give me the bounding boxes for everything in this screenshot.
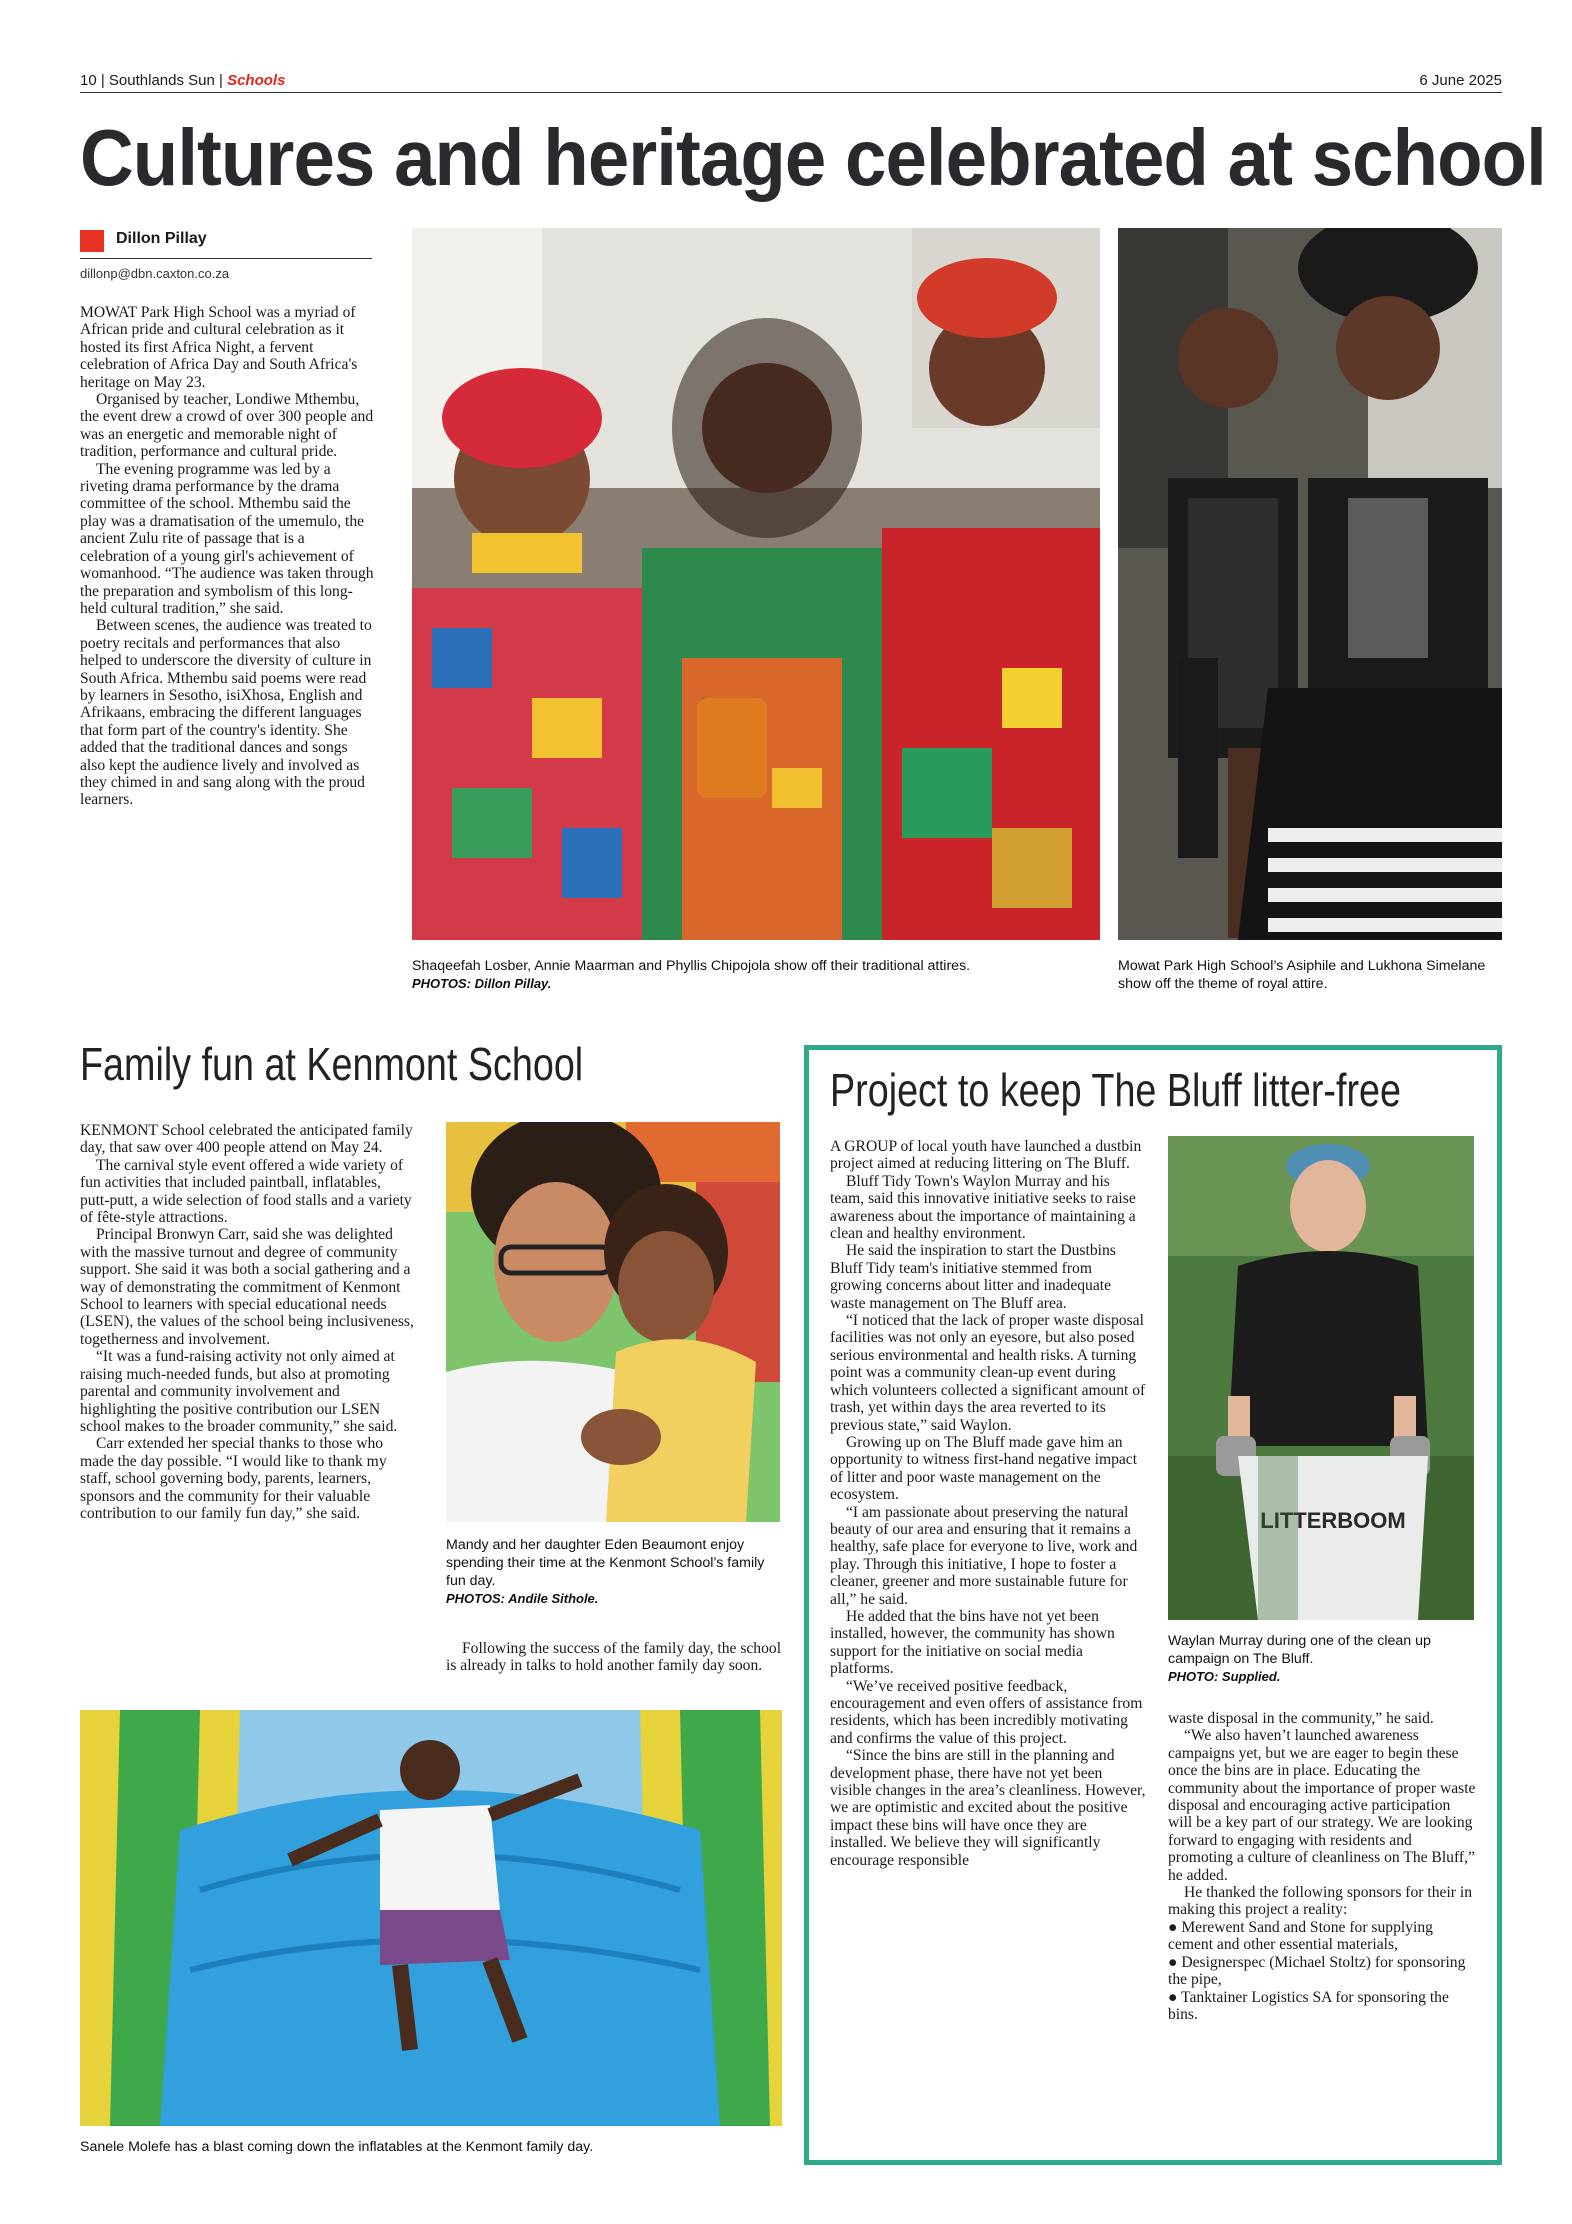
main-article-body <box>80 304 376 809</box>
kenmont-headline: Family fun at Kenmont School <box>80 1038 584 1090</box>
paragraph: waste disposal in the community,” he said. <box>1168 1710 1434 1727</box>
photo-two-girls <box>1118 228 1502 940</box>
photo-mother-daughter <box>446 1122 780 1522</box>
kenmont-column2-body <box>446 1640 782 1675</box>
inflatable-caption: Sanele Molefe has a blast coming down the inflatables at the Kenmont family day. <box>80 2139 594 2155</box>
photo-waylon-litter-bag <box>1168 1136 1474 1620</box>
photo1-caption <box>412 957 1112 993</box>
sponsor-item: ● Merewent Sand and Stone for supplying cement and other essential materials, <box>1168 1918 1433 1954</box>
byline-email: dillonp@dbn.caxton.co.za <box>80 266 230 281</box>
byline-name: Dillon Pillay <box>116 230 207 247</box>
caption-text: Mandy and her daughter Eden Beaumont enjoy spending their time at the Kenmont School’s family fun day. <box>446 1537 765 1589</box>
bag-lettering: LITTERBOOM <box>1260 1508 1406 1533</box>
sponsor-item: ● Tanktainer Logistics SA for sponsoring the bins. <box>1168 1988 1449 2023</box>
caption-text: Shaqeefah Losber, Annie Maarman and Phyllis Chipojola show off their traditional attires. <box>412 958 971 974</box>
paragraph: A GROUP of local youth have launched a dustbin project aimed at reducing littering on The Bluff. <box>830 1138 1142 1173</box>
paragraph: “I noticed that the lack of proper waste disposal facilities was not only an eyesore, but also posed serious environmental and health risks. A turning point was a community clean-up event during which volunteers collected a significant amount of trash, yet within days the area reverted to its previous state,” said Waylon. <box>830 1312 1146 1434</box>
paragraph: KENMONT School celebrated the anticipated family day, that saw over 400 people attend on May 24. <box>80 1122 413 1157</box>
header-rule <box>80 92 1502 93</box>
photo2-caption: Mowat Park High School’s Asiphile and Lukhona Simelane show off the theme of royal attire. <box>1118 958 1486 992</box>
paragraph: Between scenes, the audience was treated to poetry recitals and performances that also helped to underscore the diversity of culture in South Africa. Mthembu said poems were read by learners in Sesotho, isiXhosa, English and Afrikaans, embracing the different languages that form part of the country's identity. She added that the traditional dances and songs also kept the audience lively and involved as they chimed in and sang along with the proud learners. <box>80 617 372 809</box>
paragraph: Following the success of the family day, the school is already in talks to hold another family day soon. <box>446 1640 782 1675</box>
paragraph: The evening programme was led by a riveting drama performance by the drama committee of the school. Mthembu said the play was a dramatisation of the umemulo, the ancient Zulu rite of passage that is a celebration of a young girl's achievement of womanhood. “The audience was taken through the preparation and symbolism of this long-held cultural tradition,” she said. <box>80 460 374 617</box>
sponsor-list <box>1168 1919 1478 2023</box>
byline-rule <box>80 258 372 259</box>
paragraph: The carnival style event offered a wide variety of fun activities that included paintball, inflatables, putt-putt, a wide selection of food stalls and a variety of fête-style attractions. <box>80 1156 412 1227</box>
paragraph: “We’ve received positive feedback, encouragement and even offers of assistance from residents, which has been incredibly motivating and confirms the value of this project. <box>830 1677 1143 1747</box>
bluff-headline: Project to keep The Bluff litter-free <box>830 1064 1401 1116</box>
kenmont-article-body <box>80 1122 414 1522</box>
paragraph: Bluff Tidy Town's Waylon Murray and his team, said this innovative initiative seeks to raise awareness about the importance of maintaining a clean and healthy environment. <box>830 1172 1136 1243</box>
photo-credit: PHOTO: Supplied. <box>1168 1669 1281 1684</box>
photo-inflatable-slide <box>80 1710 782 2126</box>
byline-marker <box>80 230 104 252</box>
mandy-caption <box>446 1536 782 1608</box>
caption-text: Waylan Murray during one of the clean up campaign on The Bluff. <box>1168 1633 1431 1667</box>
waylon-caption <box>1168 1632 1478 1686</box>
paragraph: Carr extended her special thanks to those who made the day possible. “I would like to thank my staff, school governing body, parents, learners, sponsors and the community for their valuable contribution to our family fun day,” she said. <box>80 1435 387 1522</box>
paragraph: “Since the bins are still in the planning and development phase, there have not yet been visible changes in the area’s cleanliness. However, we are optimistic and excited about the positive impact these bins will have once they are installed. We believe they will significantly encourage responsible <box>830 1747 1146 1869</box>
paragraph: Organised by teacher, Londiwe Mthembu, the event drew a crowd of over 300 people and was an energetic and memorable night of tradition, performance and cultural pride. <box>80 391 374 461</box>
paragraph: MOWAT Park High School was a myriad of African pride and cultural celebration as it hosted its first Africa Night, a fervent celebration of Africa Day and South Africa's heritage on May 23. <box>80 304 358 391</box>
publication-name: Southlands Sun <box>108 72 215 89</box>
photo-three-women <box>412 228 1100 940</box>
folio: 10 | Southlands Sun | Schools <box>80 72 286 89</box>
paragraph: Principal Bronwyn Carr, said she was delighted with the massive turnout and degree of community support. She said it was both a social gathering and a way of demonstrating the commitment of Kenmont School to learners with special educational needs (LSEN), the values of the school being inclusiveness, togetherness and involvement. <box>80 1226 414 1348</box>
photo-credit: PHOTOS: Dillon Pillay. <box>412 976 552 991</box>
sponsor-item: ● Designerspec (Michael Stoltz) for sponsoring the pipe, <box>1168 1953 1466 1989</box>
paragraph: “It was a fund-raising activity not only aimed at raising much-needed funds, but also at promoting parental and community involvement and highlighting the positive contribution our LSEN school makes to the broader community,” she said. <box>80 1348 398 1435</box>
paragraph: “We also haven’t launched awareness campaigns yet, but we are eager to begin these once the bins are in place. Educating the community about the importance of proper waste disposal and encouraging active participation will be a key part of our strategy. We are looking forward to engaging with residents and promoting a culture of cleanliness on The Bluff,” he added. <box>1168 1727 1476 1884</box>
paragraph: He thanked the following sponsors for their in making this project a reality: <box>1168 1884 1472 1919</box>
bluff-column2-body <box>1168 1710 1478 2023</box>
section-name: Schools <box>227 72 286 89</box>
paragraph: “I am passionate about preserving the natural beauty of our area and ensuring that it remains a healthy, safe place for everyone to live, work and play. Through this initiative, I hope to foster a cleaner, greener and more sustainable future for all,” he said. <box>830 1503 1138 1608</box>
photo-credit: PHOTOS: Andile Sithole. <box>446 1591 599 1606</box>
page-number: 10 <box>80 72 97 89</box>
paragraph: He added that the bins have not yet been installed, however, the community has shown support for the initiative on social media platforms. <box>830 1607 1115 1678</box>
bluff-column1-body <box>830 1138 1146 1869</box>
issue-date: 6 June 2025 <box>1419 72 1502 89</box>
main-headline: Cultures and heritage celebrated at school <box>80 113 1546 202</box>
paragraph: Growing up on The Bluff made gave him an opportunity to witness first-hand negative impact of litter and poor waste management on the ecosystem. <box>830 1433 1138 1504</box>
paragraph: He said the inspiration to start the Dustbins Bluff Tidy team's initiative stemmed from growing concerns about litter and inadequate waste management on The Bluff area. <box>830 1242 1116 1312</box>
